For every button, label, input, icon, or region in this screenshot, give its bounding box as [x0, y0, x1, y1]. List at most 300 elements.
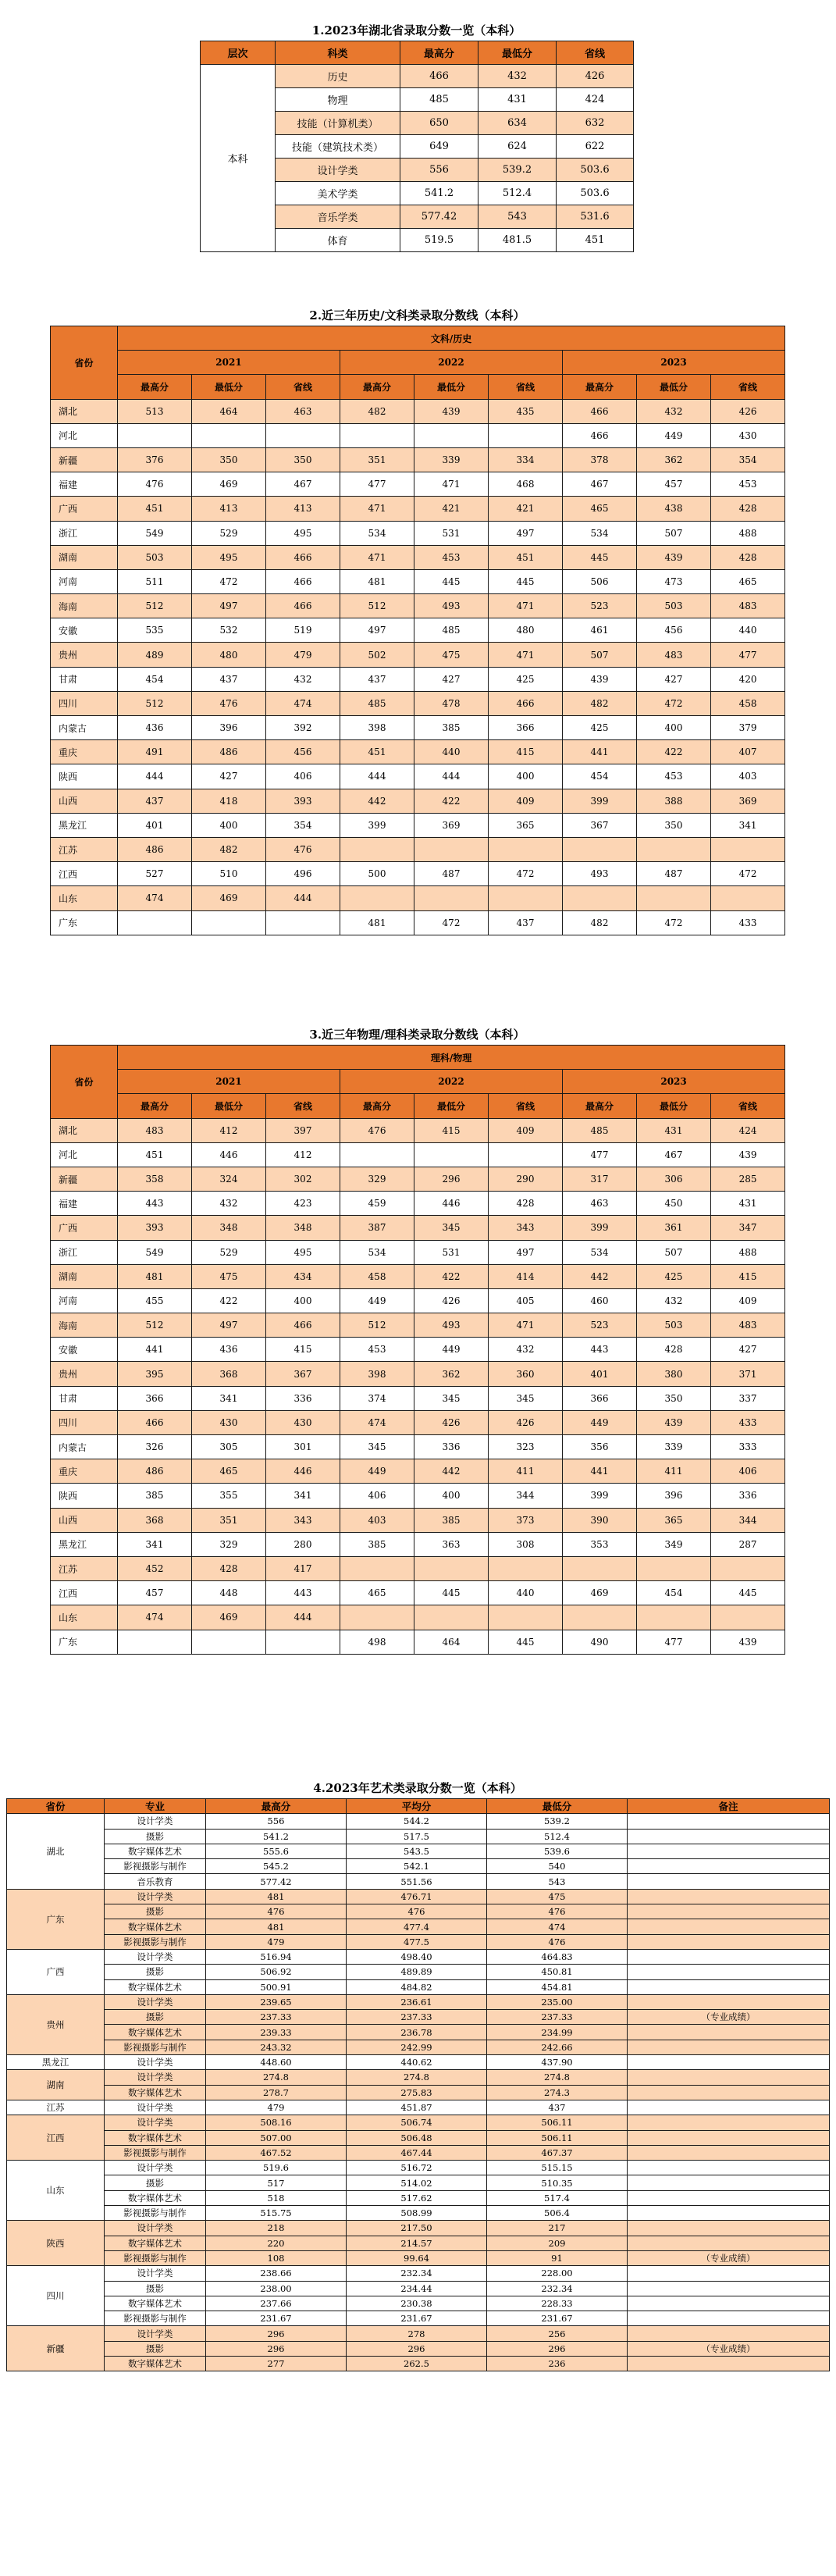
table1-category-cell: 历史 [276, 65, 400, 88]
table2-value-cell [489, 837, 563, 861]
table4-major-cell: 设计学类 [105, 2326, 206, 2341]
table2-value-cell [192, 423, 266, 447]
table4-row [7, 2221, 830, 2236]
table4-province-cell: 广西 [7, 1949, 105, 1994]
table4-row [7, 2025, 830, 2040]
table3-value-cell: 512 [118, 1313, 192, 1338]
table2-row [51, 910, 785, 935]
table2-value-cell: 376 [118, 447, 192, 472]
table3-value-cell: 493 [414, 1313, 489, 1338]
table2-value-cell: 454 [118, 667, 192, 691]
table3-value-cell: 531 [414, 1240, 489, 1264]
table4-major-cell: 设计学类 [105, 1994, 206, 2009]
table2-value-cell: 351 [340, 447, 414, 472]
table4-value-cell: 231.67 [347, 2311, 487, 2326]
table2-value-cell: 421 [414, 497, 489, 521]
table3-value-cell [637, 1556, 711, 1580]
table3-section [50, 1024, 784, 1655]
table4-value-cell: 214.57 [347, 2236, 487, 2250]
table3-value-cell: 302 [266, 1167, 340, 1191]
table2-value-cell: 507 [563, 643, 637, 667]
table4-value-cell: 467.37 [487, 2145, 628, 2160]
table4-value-cell: 543.5 [347, 1844, 487, 1858]
table2-row [51, 764, 785, 789]
table1-value-cell: 519.5 [400, 229, 478, 252]
table2-value-cell: 366 [489, 716, 563, 740]
table4-value-cell: 237.33 [487, 2010, 628, 2025]
table2-value-cell: 493 [563, 862, 637, 886]
table4-major-cell: 数字媒体艺术 [105, 1844, 206, 1858]
table3-value-cell [414, 1605, 489, 1630]
table2-sub-header: 最低分 [637, 375, 711, 399]
table3-value-cell: 296 [414, 1167, 489, 1191]
table4-value-cell: 555.6 [206, 1844, 347, 1858]
table2-value-cell: 433 [711, 910, 785, 935]
table3-value-cell: 390 [563, 1508, 637, 1532]
table4-value-cell: 231.67 [206, 2311, 347, 2326]
table4-row [7, 1889, 830, 1904]
table2-value-cell [340, 423, 414, 447]
table3-province-cell: 江西 [51, 1581, 118, 1605]
table4-value-cell: 500.91 [206, 1979, 347, 1994]
table4-note-cell [628, 2130, 830, 2145]
table2-sub-header: 省线 [266, 375, 340, 399]
table4-value-cell: 238.66 [206, 2266, 347, 2281]
table3-value-cell [414, 1142, 489, 1167]
table4-value-cell: 262.5 [347, 2356, 487, 2371]
table4-value-cell: 243.32 [206, 2040, 347, 2054]
table3-value-cell: 449 [340, 1288, 414, 1313]
table2-value-cell: 425 [489, 667, 563, 691]
table4-value-cell: 477.5 [347, 1934, 487, 1949]
table3-value-cell [711, 1556, 785, 1580]
table4-major-cell: 设计学类 [105, 1814, 206, 1829]
table3-value-cell [489, 1556, 563, 1580]
table4-major-cell: 影视摄影与制作 [105, 1859, 206, 1874]
table2-value-cell: 476 [266, 837, 340, 861]
table2-value-cell: 458 [711, 691, 785, 715]
table3-value-cell: 469 [563, 1581, 637, 1605]
table4-value-cell: 518 [206, 2190, 347, 2205]
table2-value-cell [489, 886, 563, 910]
table2-value-cell: 466 [266, 594, 340, 618]
table3-value-cell: 503 [637, 1313, 711, 1338]
table3-province-cell: 广西 [51, 1216, 118, 1240]
table3-sub-header: 最高分 [563, 1094, 637, 1118]
table2-value-cell: 367 [563, 813, 637, 837]
table4-value-cell: 234.44 [347, 2281, 487, 2296]
table1-value-cell: 531.6 [557, 205, 634, 229]
table4-value-cell: 108 [206, 2250, 347, 2265]
table4-value-cell: 477.4 [347, 1919, 487, 1934]
table4-major-cell: 影视摄影与制作 [105, 2040, 206, 2054]
table2-value-cell: 482 [340, 399, 414, 423]
table3-value-cell: 474 [340, 1410, 414, 1434]
table4-value-cell: 274.8 [206, 2070, 347, 2085]
table2-value-cell [266, 423, 340, 447]
table3-value-cell: 385 [340, 1532, 414, 1556]
table2-value-cell: 485 [414, 618, 489, 643]
table3-row [51, 1484, 785, 1508]
table3-value-cell: 483 [118, 1118, 192, 1142]
table1-value-cell: 512.4 [478, 182, 557, 205]
table3-value-cell: 344 [711, 1508, 785, 1532]
table3-value-cell: 474 [118, 1605, 192, 1630]
table2-value-cell: 534 [563, 521, 637, 545]
table4-note-cell [628, 2356, 830, 2371]
table2-value-cell: 474 [266, 691, 340, 715]
table2-value-cell: 437 [340, 667, 414, 691]
table4-value-cell: 539.6 [487, 1844, 628, 1858]
table1-value-cell: 556 [400, 159, 478, 182]
table3-value-cell: 343 [266, 1508, 340, 1532]
table2-value-cell: 513 [118, 399, 192, 423]
table2-value-cell: 399 [563, 789, 637, 813]
table4-note-cell [628, 2326, 830, 2341]
table3-value-cell: 466 [118, 1410, 192, 1434]
table3-title: 3.近三年物理/理科类录取分数线（本科） [309, 1028, 525, 1042]
table1-category-cell: 设计学类 [276, 159, 400, 182]
table3-value-cell: 434 [266, 1264, 340, 1288]
table3-value-cell: 337 [711, 1386, 785, 1410]
table3-province-cell: 福建 [51, 1192, 118, 1216]
table2-value-cell: 413 [192, 497, 266, 521]
table2-value-cell: 453 [414, 545, 489, 569]
table4-value-cell: 577.42 [206, 1874, 347, 1889]
table3-province-cell: 广东 [51, 1630, 118, 1654]
table2-group-header: 文科/历史 [118, 326, 785, 351]
table3-value-cell: 347 [711, 1216, 785, 1240]
table4-value-cell: 437 [487, 2100, 628, 2115]
table4-row [7, 1844, 830, 1858]
table2-value-cell: 369 [414, 813, 489, 837]
table4-value-cell: 464.83 [487, 1949, 628, 1964]
table3-value-cell: 366 [118, 1386, 192, 1410]
table4-value-cell: 479 [206, 1934, 347, 1949]
table2-value-cell: 438 [637, 497, 711, 521]
table4-province-cell: 江西 [7, 2115, 105, 2161]
table2-value-cell: 409 [489, 789, 563, 813]
table3-value-cell [414, 1556, 489, 1580]
table2-value-cell: 478 [414, 691, 489, 715]
table3-value-cell: 422 [414, 1264, 489, 1288]
table2-province-cell: 山西 [51, 789, 118, 813]
table3-row [51, 1264, 785, 1288]
table3-province-cell: 河南 [51, 1288, 118, 1313]
table2-value-cell: 426 [711, 399, 785, 423]
table2-row [51, 691, 785, 715]
table4-value-cell: 217 [487, 2221, 628, 2236]
table2-province-cell: 海南 [51, 594, 118, 618]
table4-note-cell [628, 2040, 830, 2054]
table4-value-cell: 514.02 [347, 2175, 487, 2190]
table2-value-cell: 439 [414, 399, 489, 423]
table2-value-cell: 440 [414, 740, 489, 764]
table4-value-cell: 545.2 [206, 1859, 347, 1874]
table2-value-cell: 471 [340, 545, 414, 569]
table2-value-cell: 350 [192, 447, 266, 472]
table4-value-cell: 476 [487, 1904, 628, 1919]
table4-note-cell [628, 1904, 830, 1919]
table4-value-cell: 236.61 [347, 1994, 487, 2009]
table4-major-cell: 摄影 [105, 2010, 206, 2025]
table3-value-cell: 341 [118, 1532, 192, 1556]
table4-note-cell: （专业成绩） [628, 2010, 830, 2025]
table4-value-cell: 218 [206, 2221, 347, 2236]
table3-value-cell: 323 [489, 1435, 563, 1459]
table3-value-cell: 431 [637, 1118, 711, 1142]
table3-value-cell: 485 [563, 1118, 637, 1142]
table4-value-cell: 510.35 [487, 2175, 628, 2190]
table2-value-cell: 487 [414, 862, 489, 886]
table4-note-cell [628, 2025, 830, 2040]
table2-value-cell: 474 [118, 886, 192, 910]
table3-value-cell: 336 [266, 1386, 340, 1410]
table2-value-cell: 466 [266, 545, 340, 569]
table2-row [51, 447, 785, 472]
table1-header-cell: 最低分 [478, 41, 557, 65]
table3-value-cell: 329 [192, 1532, 266, 1556]
table2-value-cell: 485 [340, 691, 414, 715]
table3-sub-header: 最高分 [118, 1094, 192, 1118]
table2-province-cell: 江苏 [51, 837, 118, 861]
table2-sub-header: 最高分 [340, 375, 414, 399]
table2-value-cell: 519 [266, 618, 340, 643]
table4-value-cell: 437.90 [487, 2055, 628, 2070]
table2-value-cell: 488 [711, 521, 785, 545]
table3-value-cell: 393 [118, 1216, 192, 1240]
table2-value-cell: 445 [489, 569, 563, 593]
table3-value-cell: 290 [489, 1167, 563, 1191]
table2-province-cell: 河南 [51, 569, 118, 593]
table2-value-cell: 471 [340, 497, 414, 521]
table3-value-cell: 445 [414, 1581, 489, 1605]
table2-row [51, 618, 785, 643]
table3-row [51, 1338, 785, 1362]
table3-province-cell: 河北 [51, 1142, 118, 1167]
table3-value-cell: 450 [637, 1192, 711, 1216]
table4-major-cell: 影视摄影与制作 [105, 2145, 206, 2160]
table2-value-cell: 529 [192, 521, 266, 545]
table4-major-cell: 摄影 [105, 1965, 206, 1979]
table1-header-cell: 科类 [276, 41, 400, 65]
table4-value-cell: 91 [487, 2250, 628, 2265]
table2-value-cell: 444 [266, 886, 340, 910]
table3-province-cell: 海南 [51, 1313, 118, 1338]
table3-value-cell: 287 [711, 1532, 785, 1556]
table3-value-cell: 495 [266, 1240, 340, 1264]
table4-row [7, 2206, 830, 2221]
table2-province-cell: 新疆 [51, 447, 118, 472]
table4-province-cell: 四川 [7, 2266, 105, 2326]
table3-value-cell: 426 [414, 1410, 489, 1434]
table3-value-cell: 459 [340, 1192, 414, 1216]
table3-value-cell: 523 [563, 1313, 637, 1338]
table4-note-cell [628, 2206, 830, 2221]
table2-value-cell: 472 [637, 910, 711, 935]
table4-note-cell [628, 2070, 830, 2085]
table2-value-cell: 482 [192, 837, 266, 861]
table3-value-cell: 426 [489, 1410, 563, 1434]
table4-major-cell: 摄影 [105, 1829, 206, 1844]
table3-value-cell: 464 [414, 1630, 489, 1654]
table2-value-cell [118, 910, 192, 935]
table2-value-cell: 472 [414, 910, 489, 935]
table4-major-cell: 影视摄影与制作 [105, 1934, 206, 1949]
table4-value-cell: 515.75 [206, 2206, 347, 2221]
table2-value-cell: 497 [489, 521, 563, 545]
table3-value-cell: 483 [711, 1313, 785, 1338]
table4-major-cell: 设计学类 [105, 2266, 206, 2281]
table2-value-cell: 385 [414, 716, 489, 740]
table3-value-cell: 374 [340, 1386, 414, 1410]
table3-value-cell: 345 [414, 1216, 489, 1240]
table4-note-cell [628, 2221, 830, 2236]
table2-row [51, 667, 785, 691]
table4-value-cell: 515.15 [487, 2161, 628, 2175]
table3-subheader-row [51, 1094, 785, 1118]
table4-value-cell: 506.11 [487, 2115, 628, 2130]
table2-province-cell: 湖北 [51, 399, 118, 423]
table2-row [51, 886, 785, 910]
table2-row [51, 813, 785, 837]
table2-value-cell: 482 [563, 910, 637, 935]
table3-value-cell: 363 [414, 1532, 489, 1556]
table2-row [51, 837, 785, 861]
table4-value-cell: 296 [347, 2341, 487, 2356]
table3-value-cell: 463 [563, 1192, 637, 1216]
table2-value-cell: 480 [192, 643, 266, 667]
table3-row [51, 1581, 785, 1605]
table3-value-cell: 455 [118, 1288, 192, 1313]
table4-header-cell: 备注 [628, 1799, 830, 1814]
table3-row [51, 1362, 785, 1386]
table2-year-row [51, 351, 785, 375]
table2-value-cell: 489 [118, 643, 192, 667]
table2-value-cell: 500 [340, 862, 414, 886]
table3-value-cell: 396 [637, 1484, 711, 1508]
table4-value-cell: 474 [487, 1919, 628, 1934]
table2-sub-header: 省线 [711, 375, 785, 399]
table2-value-cell: 465 [711, 569, 785, 593]
table2-value-cell: 507 [637, 521, 711, 545]
table4-row [7, 2010, 830, 2025]
table3-value-cell: 441 [563, 1459, 637, 1484]
table2-value-cell: 531 [414, 521, 489, 545]
table1-value-cell: 466 [400, 65, 478, 88]
table3-province-cell: 内蒙古 [51, 1435, 118, 1459]
table4-value-cell: 274.8 [487, 2070, 628, 2085]
table4-province-cell: 山东 [7, 2161, 105, 2221]
table3-value-cell [340, 1556, 414, 1580]
table4-major-cell: 数字媒体艺术 [105, 2085, 206, 2100]
table2-value-cell: 379 [711, 716, 785, 740]
table3-value-cell: 371 [711, 1362, 785, 1386]
table2-province-cell: 广东 [51, 910, 118, 935]
table2-value-cell: 477 [340, 472, 414, 497]
table2-value-cell: 496 [266, 862, 340, 886]
table3-value-cell: 449 [340, 1459, 414, 1484]
table4-value-cell: 231.67 [487, 2311, 628, 2326]
table4-row [7, 1814, 830, 1829]
table2-value-cell: 511 [118, 569, 192, 593]
table2-value-cell: 428 [711, 545, 785, 569]
table2-value-cell: 444 [118, 764, 192, 789]
table3-province-cell: 江苏 [51, 1556, 118, 1580]
table2-value-cell: 400 [489, 764, 563, 789]
table2-value-cell: 510 [192, 862, 266, 886]
table2-value-cell [563, 837, 637, 861]
table3-value-cell: 367 [266, 1362, 340, 1386]
table4-value-cell: 440.62 [347, 2055, 487, 2070]
table3-value-cell: 432 [489, 1338, 563, 1362]
table2-province-cell: 安徽 [51, 618, 118, 643]
table2-value-cell: 406 [266, 764, 340, 789]
table3-row [51, 1508, 785, 1532]
table2-value-cell: 403 [711, 764, 785, 789]
table2-province-cell: 四川 [51, 691, 118, 715]
table1-header-row [201, 41, 634, 65]
table2-sub-header: 省线 [489, 375, 563, 399]
table2-value-cell: 502 [340, 643, 414, 667]
table4-province-cell: 陕西 [7, 2221, 105, 2266]
table4-major-cell: 设计学类 [105, 2055, 206, 2070]
table4-value-cell: 544.2 [347, 1814, 487, 1829]
table4-value-cell: 476 [206, 1904, 347, 1919]
table4-major-cell: 数字媒体艺术 [105, 2025, 206, 2040]
table2-province-cell: 江西 [51, 862, 118, 886]
table4-row [7, 2100, 830, 2115]
table3 [50, 1045, 785, 1655]
table2-title: 2.近三年历史/文科类录取分数线（本科） [309, 308, 525, 322]
table3-value-cell: 348 [266, 1216, 340, 1240]
table4-value-cell: 517.4 [487, 2190, 628, 2205]
table3-province-cell: 山西 [51, 1508, 118, 1532]
table2-value-cell: 444 [414, 764, 489, 789]
table3-sub-header: 最低分 [637, 1094, 711, 1118]
table4-value-cell: 275.83 [347, 2085, 487, 2100]
table2-value-cell: 534 [340, 521, 414, 545]
table2-sub-header: 最高分 [118, 375, 192, 399]
table2-row [51, 643, 785, 667]
table2-value-cell: 396 [192, 716, 266, 740]
table3-value-cell: 401 [563, 1362, 637, 1386]
table2-value-cell: 441 [563, 740, 637, 764]
table2-value-cell: 456 [266, 740, 340, 764]
table4-value-cell: 498.40 [347, 1949, 487, 1964]
table2-value-cell: 421 [489, 497, 563, 521]
table2-value-cell: 400 [637, 716, 711, 740]
table3-value-cell: 353 [563, 1532, 637, 1556]
table3-sub-header: 最低分 [414, 1094, 489, 1118]
table2-value-cell: 437 [118, 789, 192, 813]
table3-value-cell: 442 [563, 1264, 637, 1288]
table3-value-cell: 534 [563, 1240, 637, 1264]
table3-value-cell: 349 [637, 1532, 711, 1556]
table3-value-cell: 344 [489, 1484, 563, 1508]
table2-value-cell: 354 [711, 447, 785, 472]
table2-value-cell: 341 [711, 813, 785, 837]
table2-value-cell: 425 [563, 716, 637, 740]
table2-value-cell: 400 [192, 813, 266, 837]
table4-major-cell: 设计学类 [105, 2161, 206, 2175]
table1-header-cell: 层次 [201, 41, 276, 65]
table2-value-cell: 451 [489, 545, 563, 569]
table3-value-cell: 425 [637, 1264, 711, 1288]
table3-sub-header: 最高分 [340, 1094, 414, 1118]
table3-value-cell: 308 [489, 1532, 563, 1556]
table1 [200, 41, 634, 252]
